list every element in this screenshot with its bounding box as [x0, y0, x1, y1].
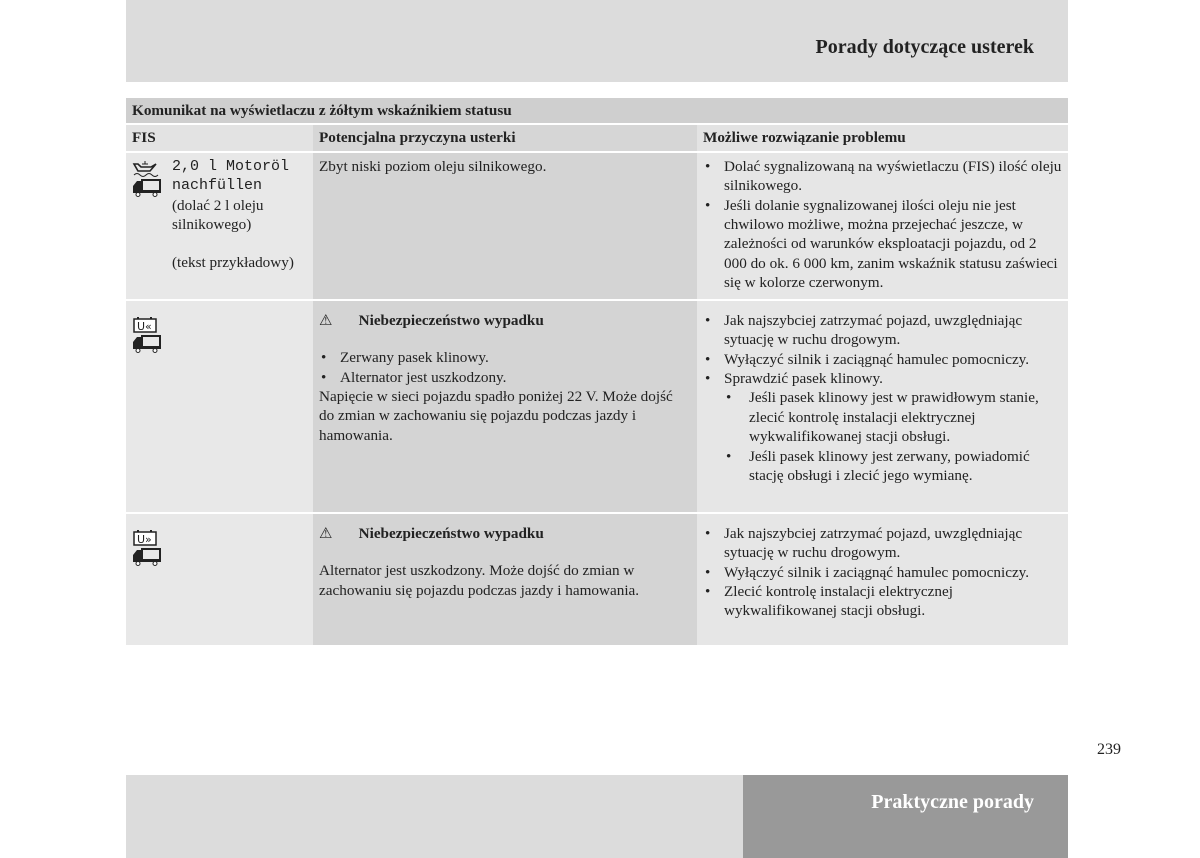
footer-section-title: Praktyczne porady	[871, 791, 1034, 813]
page-header	[126, 0, 1068, 82]
battery-label: U«	[137, 319, 152, 333]
solution-item: • Wyłączyć silnik i zaciągnąć hamulec pomocniczy.	[703, 350, 1062, 369]
cause-item: • Zerwany pasek klinowy.	[319, 348, 691, 367]
fault-table	[126, 98, 1068, 645]
oil-can-icon	[132, 161, 162, 177]
solution-item: • Zlecić kontrolę instalacji elektrycznej wykwalifikowanej stacji obsługi.	[703, 582, 1062, 621]
footer-section-tab	[743, 775, 1068, 858]
battery-voltage-low-icon	[132, 315, 162, 333]
sub-solution-item: • Jeśli pasek klinowy jest w prawidłowym stanie, zlecić kontrolę instalacji elektrycznej wykwalifikowanej stacji obsługi.	[724, 388, 1062, 446]
cause-text: Zbyt niski poziom oleju silnikowego.	[313, 153, 697, 301]
footer-bar	[126, 775, 743, 858]
fis-message: 2,0 l Motoröl	[172, 157, 290, 175]
cause-text: Napięcie w sieci pojazdu spadło poniżej 22 V. Może dojść do zmian w zachowaniu się pojazdu podczas jazdy i hamowania.	[319, 388, 673, 444]
table-row	[126, 153, 1068, 301]
page-title: Porady dotyczące usterek	[815, 36, 1034, 58]
truck-icon	[132, 335, 162, 353]
solution-item: • Jak najszybciej zatrzymać pojazd, uwzględniając sytuację w ruchu drogowym.	[703, 524, 1062, 563]
table-row	[126, 301, 1068, 514]
fis-translation: (dolać 2 l oleju silnikowego)	[172, 196, 264, 234]
table-caption: Komunikat na wyświetlaczu z żółtym wskaźnikiem statusu	[126, 98, 1068, 125]
battery-voltage-high-icon	[132, 528, 162, 546]
col-header-solution: Możliwe rozwiązanie problemu	[697, 125, 1068, 152]
solution-item: • Dolać sygnalizowaną na wyświetlaczu (FIS) ilość oleju silnikowego.	[703, 157, 1062, 196]
truck-icon	[132, 548, 162, 566]
cause-item: • Alternator jest uszkodzony.	[319, 368, 691, 387]
page-number: 239	[1097, 741, 1121, 758]
table-row	[126, 514, 1068, 645]
cause-text: Alternator jest uszkodzony. Może dojść do zmian w zachowaniu się pojazdu podczas jazdy i hamowania.	[319, 562, 640, 599]
solution-item: • Jak najszybciej zatrzymać pojazd, uwzględniając sytuację w ruchu drogowym.	[703, 311, 1062, 350]
col-header-cause: Potencjalna przyczyna usterki	[313, 125, 697, 152]
sub-solution-item: • Jeśli pasek klinowy jest zerwany, powiadomić stację obsługi i zlecić jego wymianę.	[724, 447, 1062, 486]
solution-item: • Wyłączyć silnik i zaciągnąć hamulec pomocniczy.	[703, 563, 1062, 582]
warning-triangle-icon: ⚠	[319, 311, 333, 329]
warning-title: Niebezpieczeństwo wypadku	[358, 524, 544, 542]
col-header-fis: FIS	[126, 125, 313, 152]
solution-item: • Sprawdzić pasek klinowy.	[703, 369, 1062, 388]
fis-note: (tekst przykładowy)	[172, 254, 294, 272]
fis-message-line2: nachfüllen	[172, 177, 263, 195]
battery-label: U»	[137, 532, 152, 546]
truck-icon	[132, 179, 162, 197]
warning-title: Niebezpieczeństwo wypadku	[358, 311, 544, 329]
warning-triangle-icon: ⚠	[319, 524, 333, 542]
solution-item: • Jeśli dolanie sygnalizowanej ilości oleju nie jest chwilowo możliwe, można przejechać jeszcze, w zależności od warunków eksploatacji pojazdu, od 2 000 do ok. 6 000 km, zanim wskaźnik statusu zaświeci się w kolorze czerwonym.	[703, 196, 1062, 293]
